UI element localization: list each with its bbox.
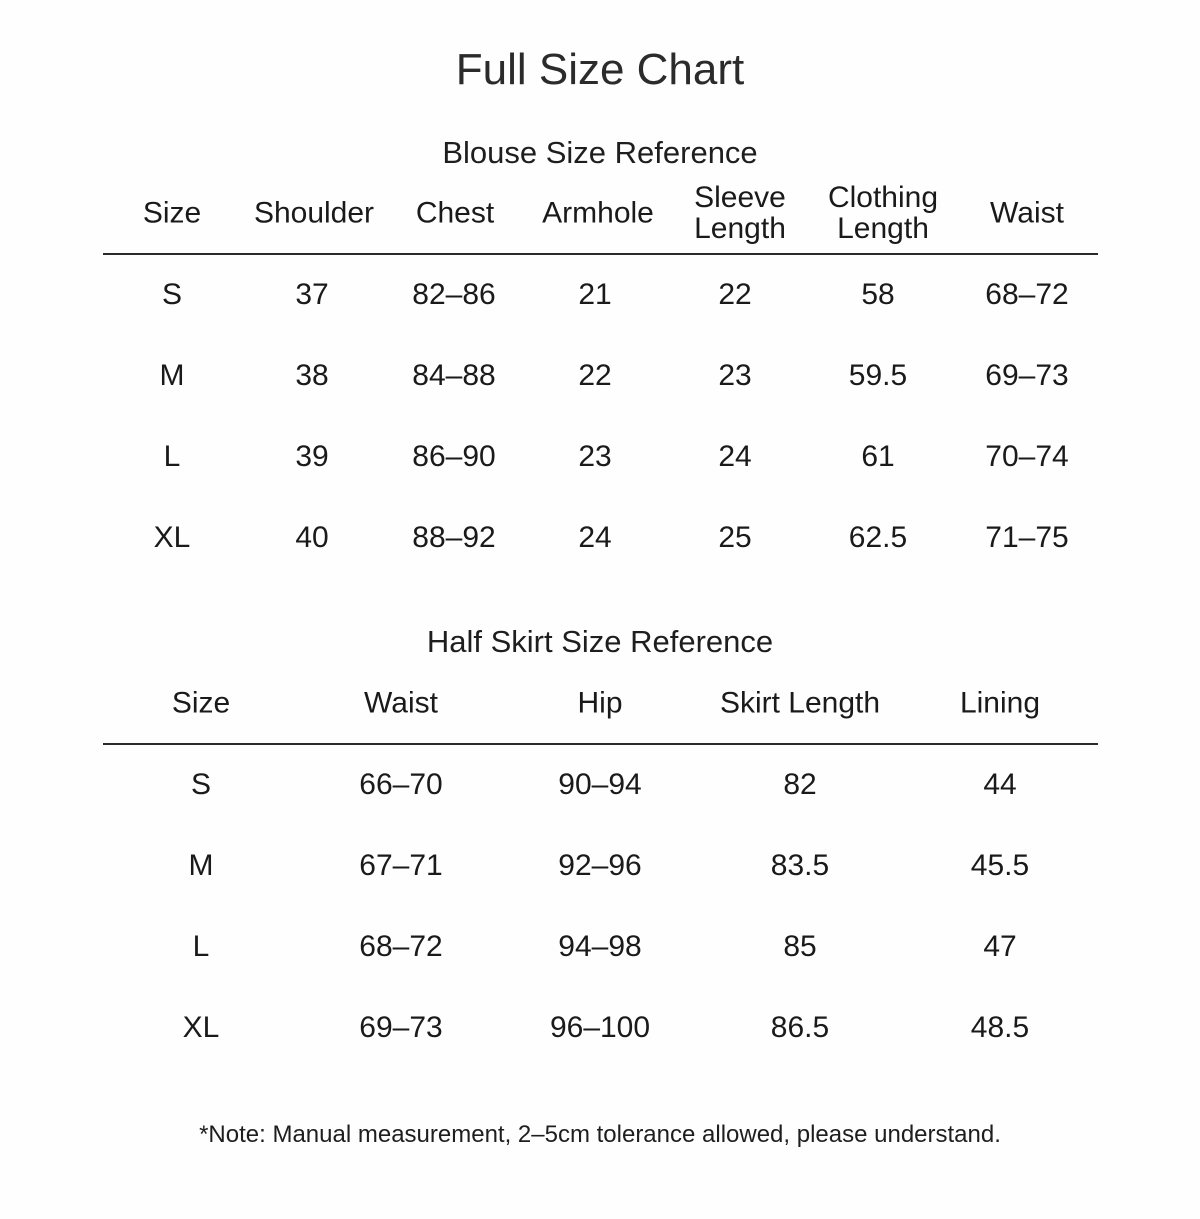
table-cell: 22 [578,359,612,392]
table-cell: 82 [783,768,817,801]
table-cell: 94–98 [558,930,642,963]
skirt-col-lining: Lining [959,686,1041,720]
table-cell: 82–86 [412,278,496,311]
blouse-col-chest: Chest [415,196,495,230]
table-cell: S [190,768,212,801]
table-cell: 86–90 [412,440,496,473]
table-cell: 96–100 [549,1011,651,1044]
table-cell: 83.5 [770,849,830,882]
table-cell: 58 [861,278,895,311]
table-cell: 68–72 [985,278,1069,311]
table-cell: 24 [578,521,612,554]
table-cell: L [192,930,210,963]
table-cell: M [188,849,214,882]
table-cell: M [159,359,185,392]
table-cell: 69–73 [359,1011,443,1044]
skirt-col-skirt-length: Skirt Length [719,686,881,720]
table-cell: 66–70 [359,768,443,801]
blouse-col-size: Size [142,196,202,230]
blouse-section-title: Blouse Size Reference [442,135,758,170]
table-cell: 84–88 [412,359,496,392]
table-cell: 59.5 [848,359,908,392]
table-cell: 40 [295,521,329,554]
table-cell: 69–73 [985,359,1069,392]
blouse-col-clothing-length: Clothing Length [827,181,939,245]
table-cell: 21 [578,278,612,311]
table-cell: 92–96 [558,849,642,882]
table-cell: 67–71 [359,849,443,882]
table-cell: 85 [783,930,817,963]
table-cell: 90–94 [558,768,642,801]
skirt-col-size: Size [171,686,231,720]
skirt-col-waist: Waist [364,686,438,720]
table-cell: 22 [718,278,752,311]
table-cell: XL [182,1011,220,1044]
skirt-col-hip: Hip [577,686,623,720]
table-cell: L [163,440,181,473]
table-cell: 88–92 [412,521,496,554]
table-cell: 62.5 [848,521,908,554]
table-cell: XL [153,521,191,554]
table-cell: 23 [718,359,752,392]
table-cell: 38 [295,359,329,392]
table-cell: 68–72 [359,930,443,963]
blouse-col-armhole: Armhole [542,196,654,230]
table-cell: 45.5 [970,849,1030,882]
table-cell: 70–74 [985,440,1069,473]
table-cell: 37 [295,278,329,311]
table-cell: 44 [983,768,1017,801]
blouse-col-waist: Waist [990,196,1064,230]
blouse-size-table [103,180,1098,570]
table-cell: 25 [718,521,752,554]
table-cell: 48.5 [970,1011,1030,1044]
skirt-section-title: Half Skirt Size Reference [426,624,774,659]
blouse-header-divider [103,253,1098,255]
table-cell: S [161,278,183,311]
table-cell: 61 [861,440,895,473]
table-cell: 23 [578,440,612,473]
blouse-col-sleeve-length: Sleeve Length [694,181,786,245]
page-title: Full Size Chart [455,45,745,94]
measurement-note: *Note: Manual measurement, 2–5cm tolerance allowed, please understand. [199,1121,1001,1148]
skirt-header-divider [103,743,1098,745]
blouse-col-shoulder: Shoulder [253,196,375,230]
skirt-size-table [103,670,1098,1060]
table-cell: 47 [983,930,1017,963]
table-cell: 71–75 [985,521,1069,554]
table-cell: 24 [718,440,752,473]
table-cell: 39 [295,440,329,473]
table-cell: 86.5 [770,1011,830,1044]
